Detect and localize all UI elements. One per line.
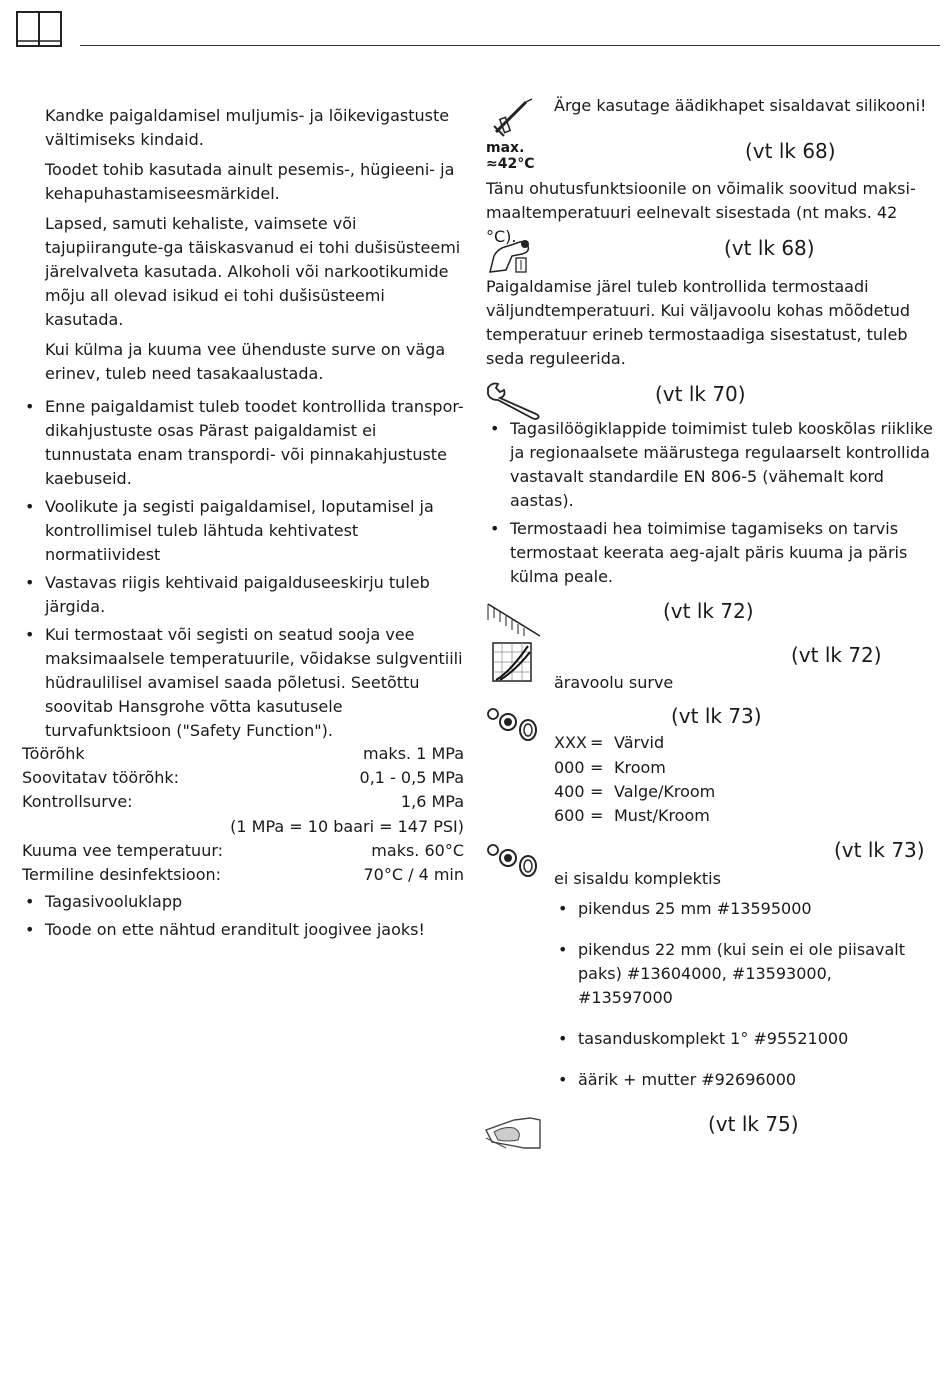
page-reference: (vt lk 72) [663,599,754,623]
color-code: 400 [554,782,585,801]
color-code: XXX [554,733,587,752]
header-rule [80,45,940,46]
silicone-note: Ärge kasutage äädikhapet sisaldavat silikooni! [554,96,927,115]
spec-value: maks. 60°C [371,841,464,860]
color-equals: = [590,758,604,777]
page-reference: (vt lk 68) [724,236,815,260]
spec-row [22,863,464,887]
spec-value: 0,1 - 0,5 MPa [359,768,464,787]
page-reference: (vt lk 72) [791,643,882,667]
hand-thermostat-icon [486,236,534,276]
color-equals: = [590,733,604,752]
safety-paragraphs [45,104,465,392]
spec-label: Kontrollsurve: [22,792,133,811]
spare-parts-icon [486,840,542,880]
color-name: Värvid [614,733,665,752]
install-bullets [21,395,465,747]
spec-row [22,790,464,814]
list-item: • Tagasivooluklapp [21,890,465,914]
max-temperature-icon [486,140,535,172]
wrench-icon [486,380,542,420]
color-row [554,804,710,828]
spec-row [22,766,464,790]
page-reference: (vt lk 73) [671,704,762,728]
spec-label: Töörõhk [22,744,85,763]
spec-value: (1 MPa = 10 baari = 147 PSI) [230,817,464,836]
list-item: • pikendus 22 mm (kui sein ei ole piisavalt paks) #13604000, #13593000, #13597000 [554,938,924,1010]
spec-label: Termiline desinfektsioon: [22,865,222,884]
color-row [554,780,715,804]
flow-diagram-icon [492,642,532,682]
color-row [554,731,664,755]
list-item: • Voolikute ja segisti paigaldamisel, loputamisel ja kontrollimisel tuleb lähtuda kehtivatest normatiividest [21,495,465,567]
list-item: • Toode on ette nähtud eranditult joogivee jaoks! [21,918,465,942]
list-item: • Vastavas riigis kehtivaid paigalduseeskirju tuleb järgida. [21,571,465,619]
safety-paragraph: Kui külma ja kuuma vee ühenduste surve on väga erinev, tuleb need tasakaalustada. [45,340,446,383]
color-equals: = [590,806,604,825]
silicone-gun-icon [490,98,534,138]
spec-value: maks. 1 MPa [363,744,464,763]
spec-row [22,839,464,863]
safety-paragraph: Kandke paigaldamisel muljumis- ja lõikevigastuste vältimiseks kindaid. [45,106,450,149]
color-equals: = [590,782,604,801]
spec-label: Soovitatav töörõhk: [22,768,180,787]
list-item: • Termostaadi hea toimimise tagamiseks on tarvis termostaat keerata aeg-ajalt päris kuuma ja päris külma peale. [486,517,934,589]
safety-paragraph: Lapsed, samuti kehaliste, vaimsete või tajupiirangute-ga täiskasvanud ei tohi dušisüsteemi järelvalveta kasutada. Alkoholi või narkootikumide mõju all olevad isikud ei tohi dušisüsteemi kasutada. [45,214,461,329]
flow-text: äravoolu surve [554,673,674,692]
page-reference: (vt lk 70) [655,382,746,406]
color-name: Must/Kroom [614,806,710,825]
spec-value: 70°C / 4 min [363,865,464,884]
not-included-text: ei sisaldu komplektis [554,869,721,888]
spec-value: 1,6 MPa [400,792,464,811]
list-item: • pikendus 25 mm #13595000 [554,897,924,921]
color-code: 600 [554,806,585,825]
spec-row [22,815,464,839]
spec-row [22,742,464,766]
service-bullets [486,417,934,593]
spec-bullets [21,890,465,946]
accessory-bullets [554,897,924,1096]
color-name: Valge/Kroom [614,782,716,801]
spec-label: Kuuma vee temperatuur: [22,841,224,860]
adjust-text: Paigaldamise järel tuleb kontrollida termostaadi väljundtemperatuuri. Kui väljavoolu kohas mõõdetud temperatuur erineb termostaadiga sisestatust, tuleb seda reguleerida. [486,277,911,368]
spare-parts-icon [486,704,542,744]
page-reference: (vt lk 73) [834,838,925,862]
ruler-icon [486,600,542,640]
list-item: • Kui termostaat või segisti on seatud sooja vee maksimaalsele temperatuurile, võidakse sulgventiili hüdraulilisel avamisel saada põletusi. Seetõttu soovitab Hansgrohe võtta kasutusele turvafunktsioon ("Safety Function"). [21,623,465,743]
max-temp-label: ≈42°C [486,156,535,172]
list-item: • äärik + mutter #92696000 [554,1068,924,1092]
open-book-icon [16,11,62,47]
safety-function-text: Tänu ohutusfunktsioonile on võimalik soovitud maksi-maaltemperatuuri eelnevalt sisestada (nt maks. 42 °C). [486,179,916,246]
list-item: • Enne paigaldamist tuleb toodet kontrollida transpor-dikahjustuste osas Pärast paigaldamist ei tunnustata enam transpordi- või pinnakahjustuste kaebuseid. [21,395,465,491]
max-label: max. [486,140,525,156]
color-name: Kroom [614,758,666,777]
hand-cleaning-icon [484,1112,542,1152]
color-row [554,756,666,780]
color-code: 000 [554,758,585,777]
page-reference: (vt lk 68) [745,139,836,163]
page-reference: (vt lk 75) [708,1112,799,1136]
list-item: • tasanduskomplekt 1° #95521000 [554,1027,924,1051]
safety-paragraph: Toodet tohib kasutada ainult pesemis-, hügieeni- ja kehapuhastamiseesmärkidel. [45,160,455,203]
list-item: • Tagasilöögiklappide toimimist tuleb kooskõlas riiklike ja regionaalsete määrustega regulaarselt kontrollida vastavalt standardile EN 806-5 (vähemalt kord aastas). [486,417,934,513]
